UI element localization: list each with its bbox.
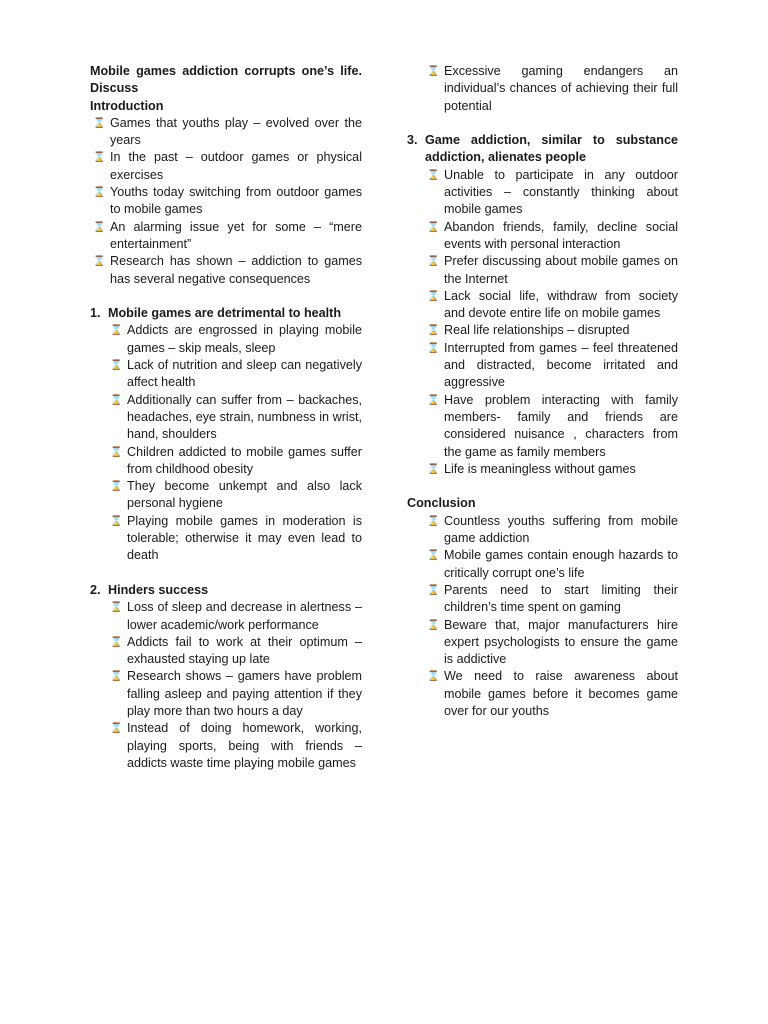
hourglass-bullet-icon: ⌛: [427, 550, 440, 562]
hourglass-bullet-icon: ⌛: [427, 256, 440, 268]
hourglass-bullet-icon: ⌛: [427, 394, 440, 406]
list-item: ⌛ In the past – outdoor games or physical exercises: [90, 149, 362, 184]
list-item: ⌛ Youths today switching from outdoor games to mobile games: [90, 184, 362, 219]
list-item: ⌛ We need to raise awareness about mobile games before it becomes game over for our youths: [407, 668, 678, 720]
hourglass-bullet-icon: ⌛: [427, 66, 440, 77]
hourglass-bullet-icon: ⌛: [427, 290, 440, 302]
list-item: ⌛ Playing mobile games in moderation is tolerable; otherwise it may even lead to death: [90, 513, 362, 565]
list-item: ⌛ Addicts are engrossed in playing mobile games – skip meals, sleep: [90, 322, 362, 357]
hourglass-bullet-icon: ⌛: [427, 515, 440, 527]
hourglass-bullet-icon: ⌛: [110, 325, 123, 337]
hourglass-bullet-icon: ⌛: [110, 671, 123, 683]
list-item: ⌛ Lack of nutrition and sleep can negatively affect health: [90, 357, 362, 392]
list-item: ⌛ Research has shown – addiction to games has several negative consequences: [90, 253, 362, 288]
hourglass-bullet-icon: ⌛: [110, 481, 123, 493]
list-item: ⌛ Unable to participate in any outdoor activities – constantly thinking about mobile games: [407, 167, 678, 219]
list-item: ⌛ Interrupted from games – feel threatened and distracted, become irritated and aggressive: [407, 340, 678, 392]
conclusion-heading: Conclusion: [407, 496, 476, 511]
hourglass-bullet-icon: ⌛: [427, 619, 440, 631]
section-heading-success: 2. Hinders success: [90, 582, 209, 597]
hourglass-bullet-icon: ⌛: [427, 463, 440, 475]
list-item: ⌛ Research shows – gamers have problem falling asleep and paying attention if they play more than two hours a day: [90, 668, 362, 720]
hourglass-bullet-icon: ⌛: [110, 636, 123, 648]
section-heading-health: 1. Mobile games are detrimental to health: [90, 306, 342, 321]
list-item: ⌛ Mobile games contain enough hazards to critically corrupt one’s life: [407, 547, 678, 582]
list-item: ⌛ Games that youths play – evolved over the years: [90, 115, 362, 150]
hourglass-bullet-icon: ⌛: [427, 584, 440, 596]
list-item: ⌛ Lack social life, withdraw from society and devote entire life on mobile games: [407, 288, 678, 323]
list-item: ⌛ Real life relationships – disrupted: [407, 322, 678, 339]
hourglass-bullet-icon: ⌛: [110, 602, 123, 614]
list-item: ⌛ They become unkempt and also lack personal hygiene: [90, 478, 362, 513]
essay-title: Mobile games addiction corrupts one’s life. Discuss: [90, 64, 362, 96]
list-item: ⌛ An alarming issue yet for some – “mere entertainment”: [90, 219, 362, 254]
hourglass-bullet-icon: ⌛: [93, 187, 106, 199]
hourglass-bullet-icon: ⌛: [427, 342, 440, 354]
list-item: ⌛ Beware that, major manufacturers hire expert psychologists to ensure the game is addictive: [407, 617, 678, 669]
hourglass-bullet-icon: ⌛: [93, 221, 106, 233]
list-item: ⌛ Parents need to start limiting their children’s time spent on gaming: [407, 582, 678, 617]
list-item: ⌛ Prefer discussing about mobile games on the Internet: [407, 253, 678, 288]
left-column: [90, 63, 362, 772]
hourglass-bullet-icon: ⌛: [110, 515, 123, 527]
hourglass-bullet-icon: ⌛: [110, 394, 123, 406]
section-heading-alienates: 3. Game addiction, similar to substance addiction, alienates people: [407, 133, 678, 165]
list-item: ⌛ Instead of doing homework, working, playing sports, being with friends – addicts waste time playing mobile games: [90, 720, 362, 772]
list-item: ⌛ Addicts fail to work at their optimum – exhausted staying up late: [90, 634, 362, 669]
hourglass-bullet-icon: ⌛: [93, 152, 106, 164]
list-item: ⌛ Have problem interacting with family members- family and friends are considered nuisance , characters from the game as family members: [407, 392, 678, 461]
right-column: [407, 63, 678, 720]
list-item: ⌛ Children addicted to mobile games suffer from childhood obesity: [90, 444, 362, 479]
list-item: ⌛ Life is meaningless without games: [407, 461, 678, 478]
hourglass-bullet-icon: ⌛: [93, 256, 106, 268]
hourglass-bullet-icon: ⌛: [110, 723, 123, 735]
hourglass-bullet-icon: ⌛: [427, 221, 440, 233]
list-item: ⌛ Abandon friends, family, decline social events with personal interaction: [407, 219, 678, 254]
hourglass-bullet-icon: ⌛: [93, 117, 106, 129]
list-item: ⌛ Countless youths suffering from mobile game addiction: [407, 513, 678, 548]
list-item: ⌛ Excessive gaming endangers an individual’s chances of achieving their full potential: [407, 63, 678, 115]
introduction-heading: Introduction: [90, 98, 164, 113]
hourglass-bullet-icon: ⌛: [110, 360, 123, 372]
list-item: ⌛ Loss of sleep and decrease in alertness – lower academic/work performance: [90, 599, 362, 634]
hourglass-bullet-icon: ⌛: [427, 169, 440, 181]
list-item: ⌛ Additionally can suffer from – backaches, headaches, eye strain, numbness in wrist, hand, shoulders: [90, 392, 362, 444]
hourglass-bullet-icon: ⌛: [427, 325, 440, 337]
hourglass-bullet-icon: ⌛: [110, 446, 123, 458]
hourglass-bullet-icon: ⌛: [427, 671, 440, 683]
